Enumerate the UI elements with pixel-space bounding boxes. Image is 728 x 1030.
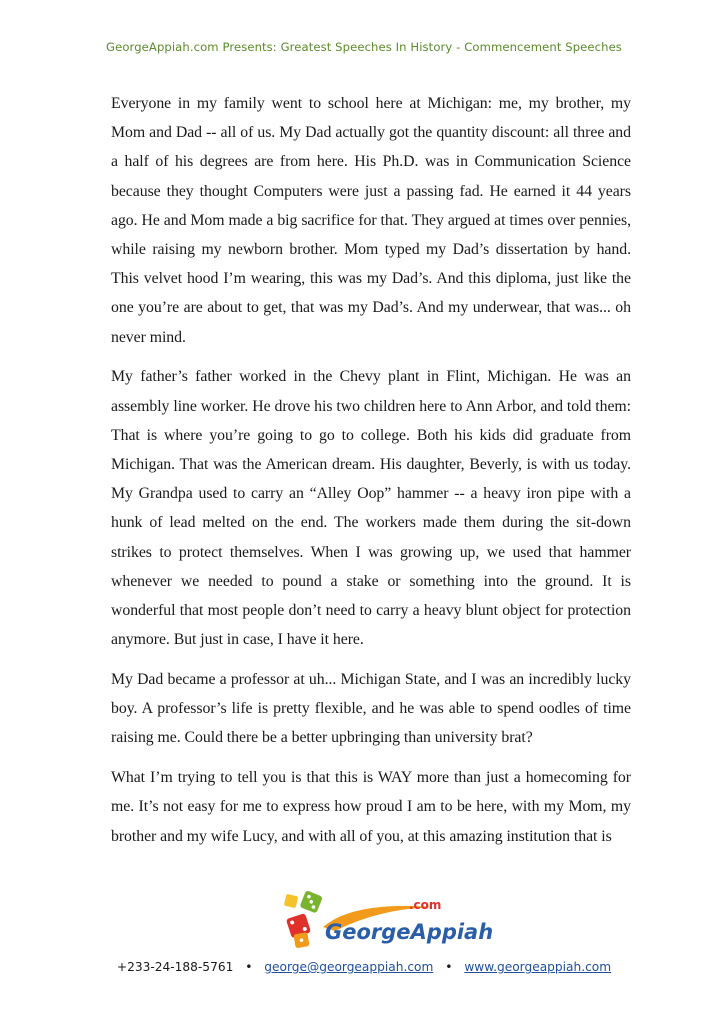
page-footer <box>0 960 728 974</box>
colored-blocks-logo-icon <box>283 887 494 951</box>
page-header: GeorgeAppiah.com Presents: Greatest Speeches In History - Commencement Speeches <box>106 40 622 54</box>
paragraph-2: My father’s father worked in the Chevy plant in Flint, Michigan. He was an assembly line worker. He drove his two children here to Ann Arbor, and told them: That is where you’re going to go to college. Both his kids did graduate from Michigan. That was the American dream. His daughter, Beverly, is with us today. My Grandpa used to carry an “Alley Oop” hammer -- a heavy iron pipe with a hunk of lead melted on the end. The workers made them during the sit-down strikes to protect themselves. When I was growing up, we used that hammer whenever we needed to pound a stake or something into the ground. It is wonderful that most people don’t need to carry a heavy blunt object for protection anymore. But just in case, I have it here. <box>111 368 631 649</box>
footer-email-link[interactable]: george@georgeappiah.com <box>264 960 434 974</box>
georgeappiah-logo[interactable] <box>283 887 494 951</box>
speech-body <box>111 89 631 861</box>
svg-text:GeorgeAppiah: GeorgeAppiah <box>325 920 494 944</box>
paragraph-4: What I’m trying to tell you is that this is WAY more than just a homecoming for me. It’s not easy for me to express how proud I am to be here, with my Mom, my brother and my wife Lucy, and with all of you, at this amazing institution that is <box>111 769 631 845</box>
footer-phone: +233-24-188-5761 <box>116 960 234 974</box>
svg-text:.com: .com <box>409 898 442 912</box>
footer-separator: • <box>245 960 253 974</box>
footer-website-link[interactable]: www.georgeappiah.com <box>464 960 612 974</box>
paragraph-3: My Dad became a professor at uh... Michigan State, and I was an incredibly lucky boy. A professor’s life is pretty flexible, and he was able to spend oodles of time raising me. Could there be a better upbringing than university brat? <box>111 671 631 747</box>
paragraph-1: Everyone in my family went to school here at Michigan: me, my brother, my Mom and Dad -- all of us. My Dad actually got the quantity discount: all three and a half of his degrees are from here. His Ph.D. was in Communication Science because they thought Computers were just a passing fad. He earned it 44 years ago. He and Mom made a big sacrifice for that. They argued at times over pennies, while raising my newborn brother. Mom typed my Dad’s dissertation by hand. This velvet hood I’m wearing, this was my Dad’s. And this diploma, just like the one you’re are about to get, that was my Dad’s. And my underwear, that was... oh never mind. <box>111 95 631 346</box>
footer-separator: • <box>445 960 453 974</box>
